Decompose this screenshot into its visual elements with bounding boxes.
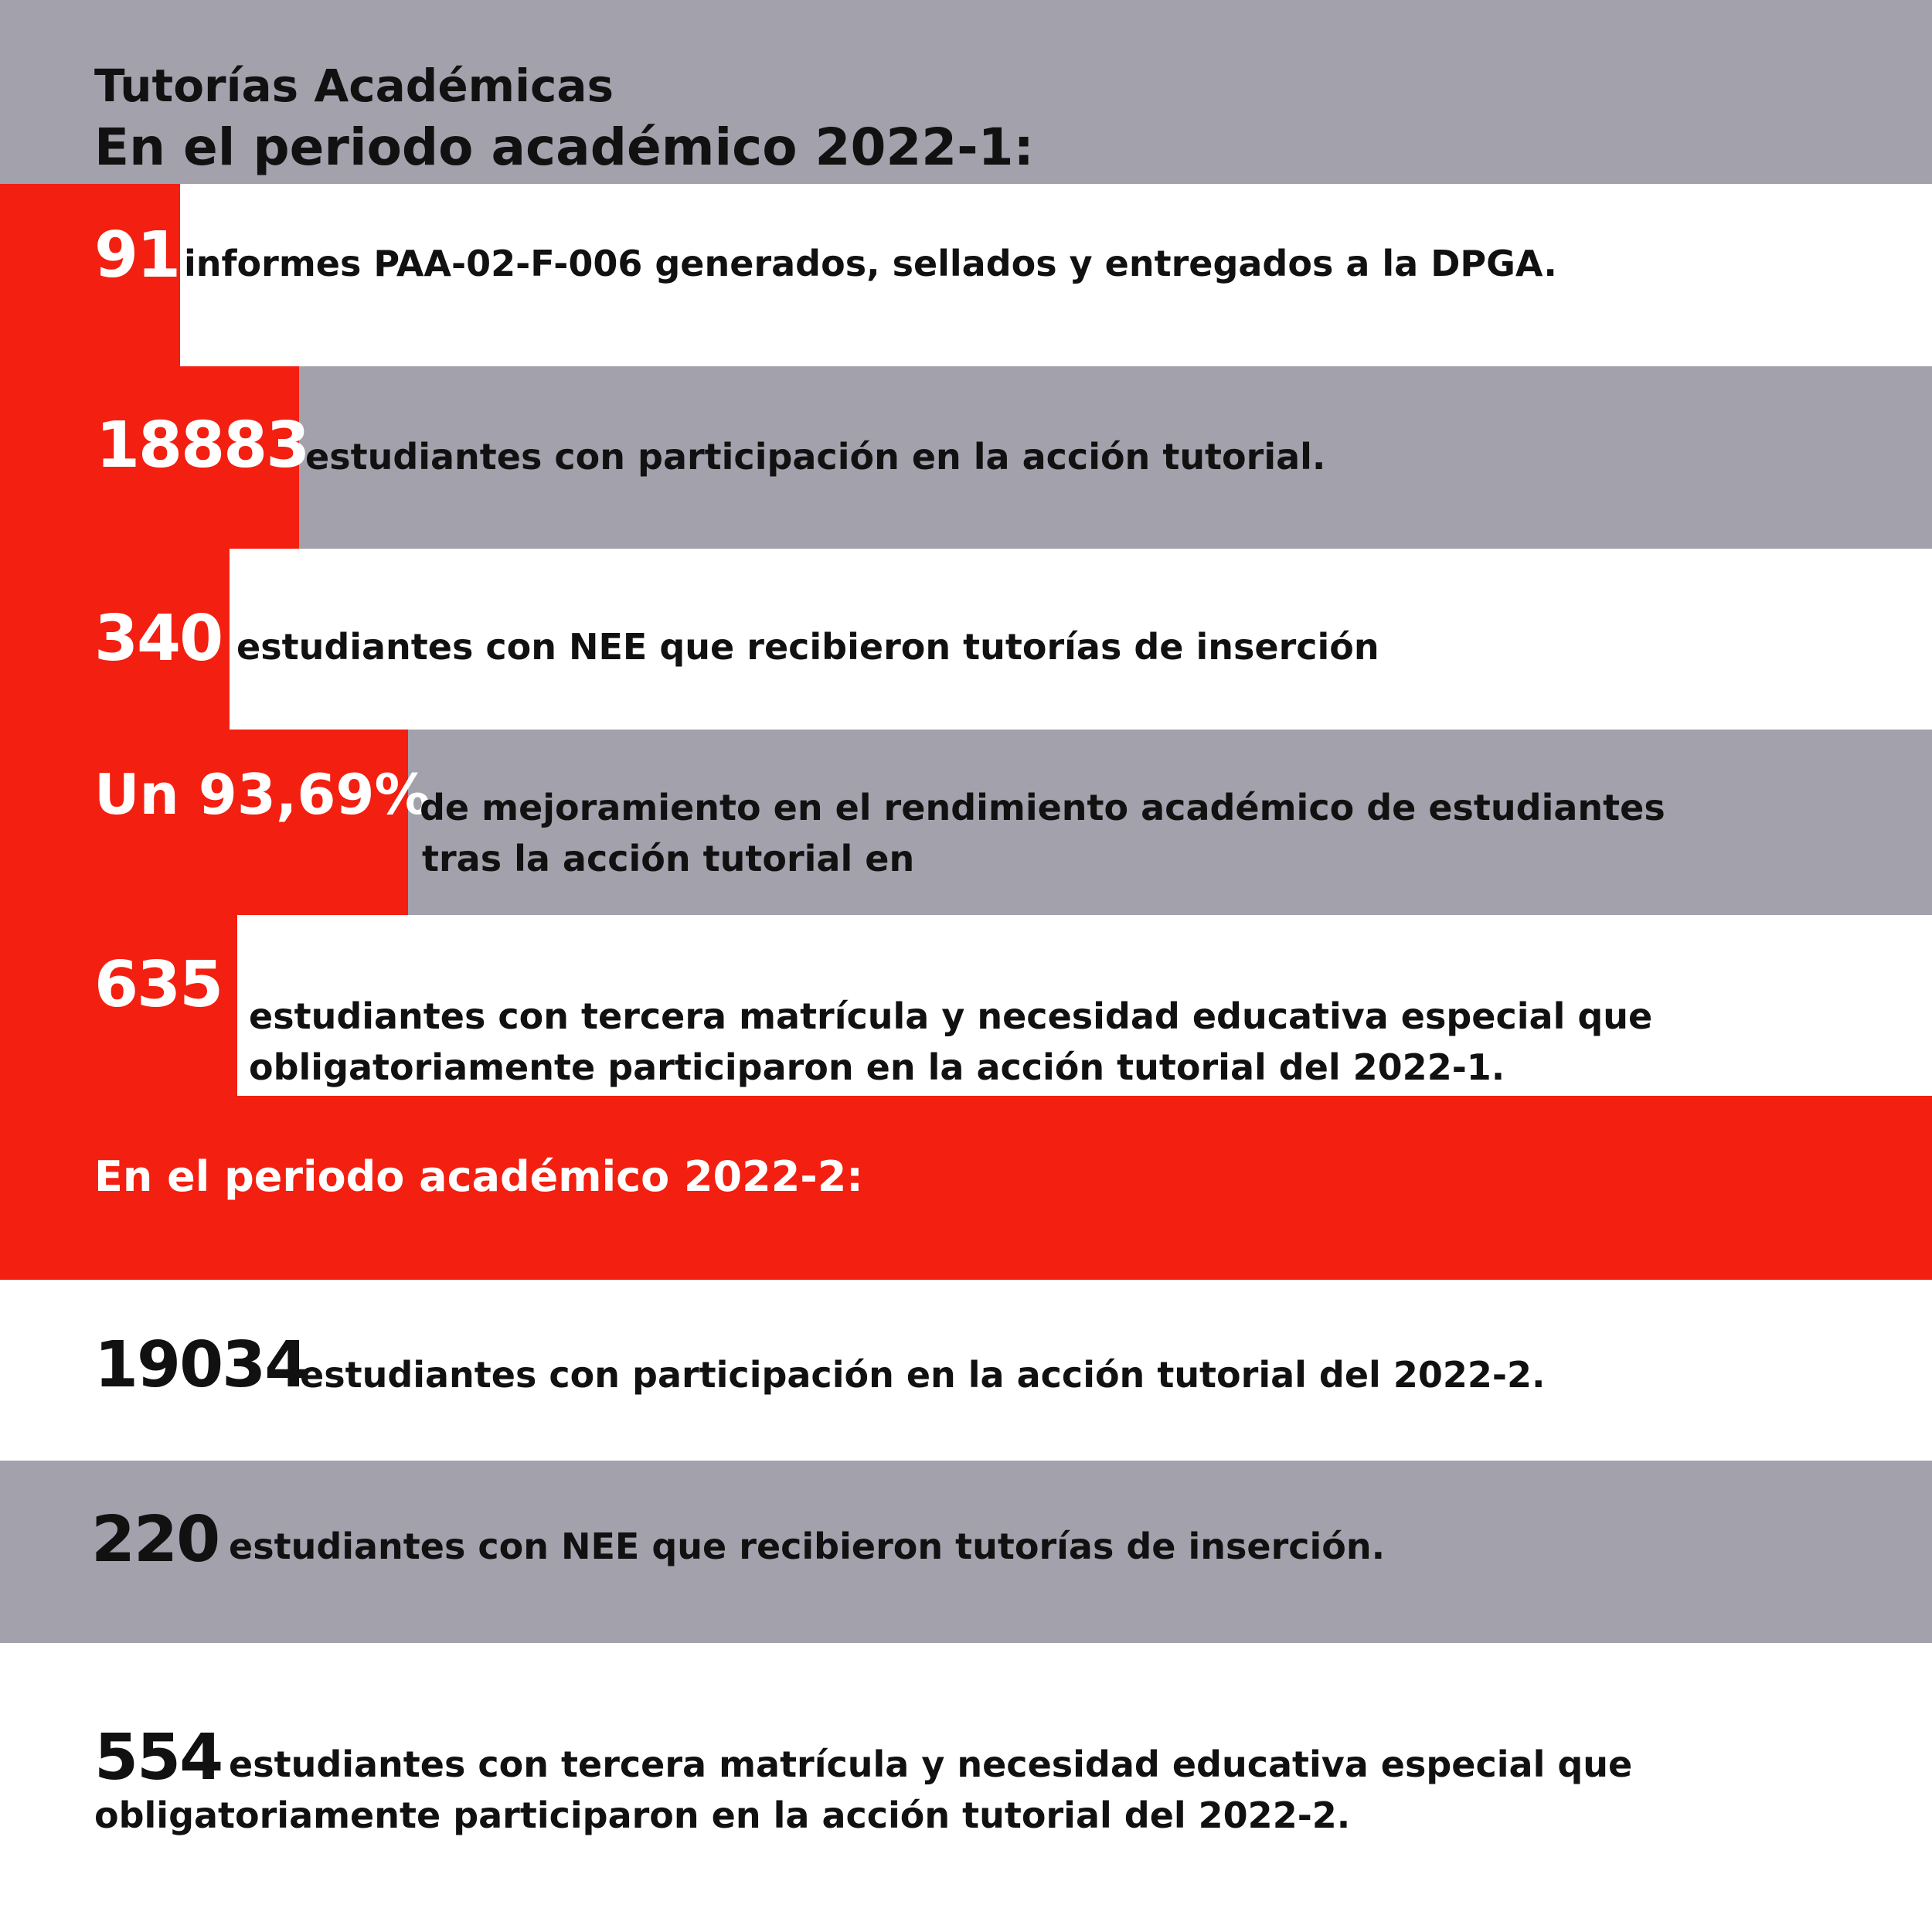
stat-description: estudiantes con NEE que recibieron tutorías de inserción.	[229, 1526, 1386, 1567]
stat-number: 340	[94, 602, 223, 675]
period-1-heading: En el periodo académico 2022-1:	[94, 117, 1034, 177]
stat-row-tercera-matricula-2022-2	[0, 1643, 1932, 1932]
stat-description-line-1: de mejoramiento en el rendimiento académico de estudiantes	[420, 787, 1665, 828]
stat-number: 220	[91, 1503, 219, 1577]
period-2-heading: En el periodo académico 2022-2:	[94, 1152, 863, 1201]
stat-description: estudiantes con participación en la acción tutorial.	[305, 436, 1326, 478]
stat-row-nee-2022-2	[0, 1461, 1932, 1643]
stat-description-line-2: obligatoriamente participaron en la acción tutorial del 2022-1.	[249, 1046, 1505, 1088]
stat-number: 91	[94, 219, 180, 292]
period-2-band	[0, 1096, 1932, 1280]
stat-row-rendimiento	[0, 730, 1932, 915]
stat-number: Un 93,69%	[94, 762, 430, 827]
stat-description-line-1: estudiantes con tercera matrícula y necesidad educativa especial que	[249, 995, 1653, 1037]
stat-description: estudiantes con NEE que recibieron tutorías de inserción	[236, 626, 1379, 668]
stat-row-tercera-matricula-2022-1	[0, 915, 1932, 1096]
page-title: Tutorías Académicas	[94, 60, 614, 112]
stat-number: 19034	[94, 1328, 308, 1402]
stat-description-line-1: estudiantes con tercera matrícula y necesidad educativa especial que	[229, 1743, 1633, 1785]
stat-row-participacion-2022-2	[0, 1280, 1932, 1461]
stat-description-line-2: tras la acción tutorial en	[422, 838, 915, 879]
stat-number: 554	[94, 1721, 223, 1794]
stat-description-line-2: obligatoriamente participaron en la acción tutorial del 2022-2.	[94, 1794, 1351, 1836]
stat-row-participacion-2022-1	[0, 366, 1932, 549]
stat-description: informes PAA-02-F-006 generados, sellados y entregados a la DPGA.	[184, 243, 1557, 284]
stat-number: 18883	[96, 409, 309, 482]
stat-description: estudiantes con participación en la acción tutorial del 2022-2.	[300, 1354, 1546, 1396]
stat-number: 635	[94, 948, 223, 1022]
header-band	[0, 0, 1932, 184]
stat-row-nee-2022-1	[0, 549, 1932, 730]
stat-row-informes	[0, 184, 1932, 366]
